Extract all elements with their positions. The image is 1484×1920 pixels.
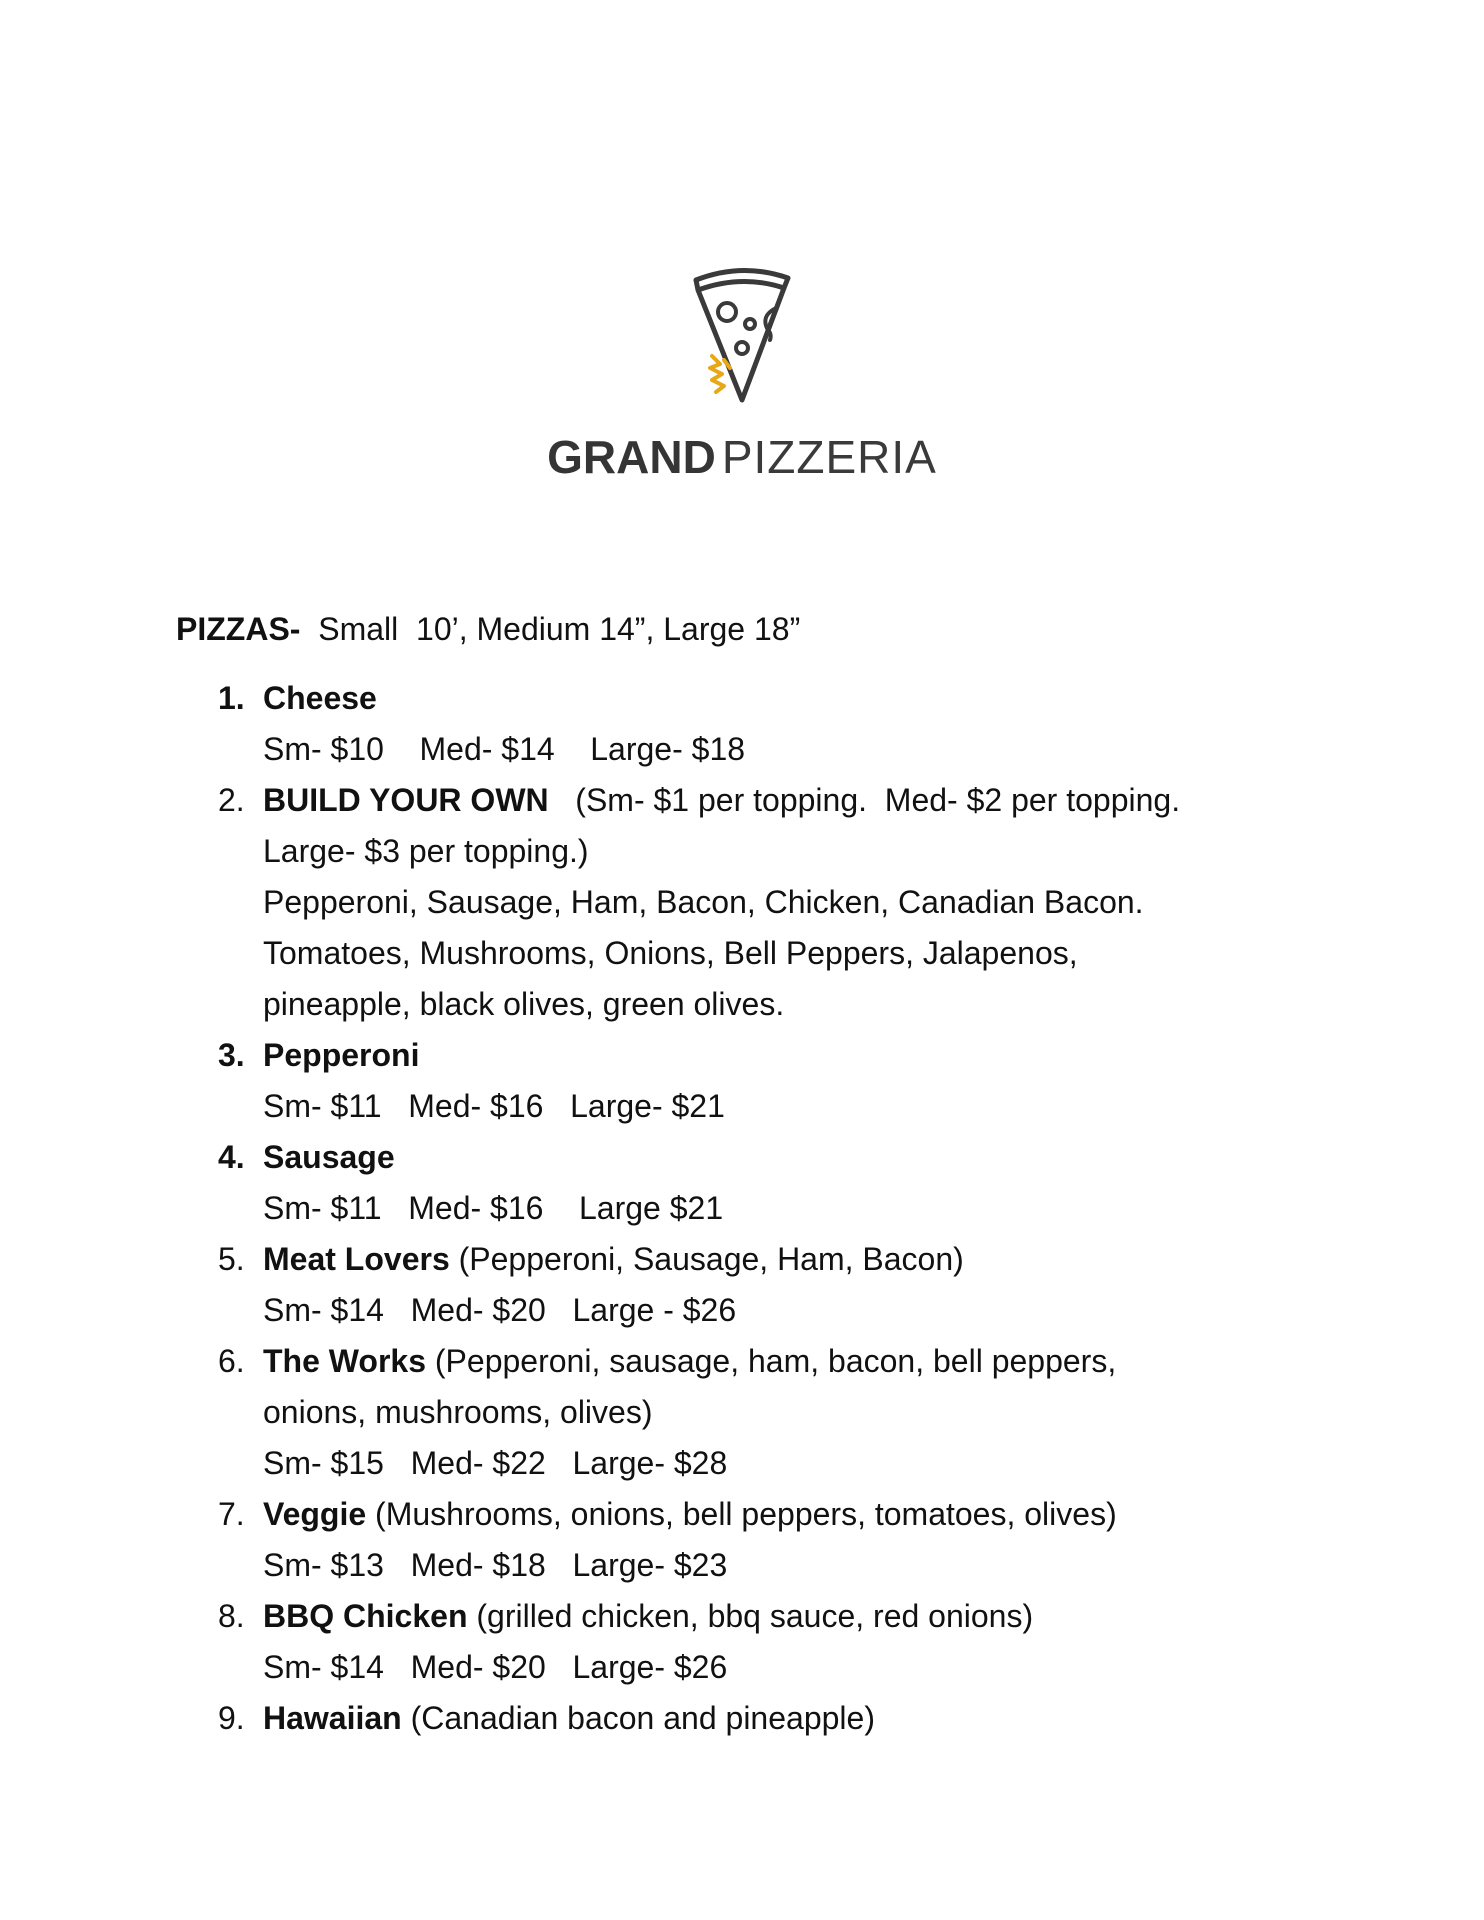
item-name: The Works [263, 1343, 426, 1379]
list-item [176, 1489, 1316, 1591]
pizza-menu [176, 604, 1316, 1744]
list-item [176, 1234, 1316, 1336]
item-description: (grilled chicken, bbq sauce, red onions) [467, 1598, 1034, 1634]
pizza-list [176, 673, 1316, 1744]
item-number: 1. [218, 680, 245, 716]
item-number: 9. [218, 1700, 245, 1736]
heading-label: PIZZAS- [176, 611, 301, 647]
item-name: Veggie [263, 1496, 367, 1532]
item-name: Meat Lovers [263, 1241, 450, 1277]
item-description-cont: onions, mushrooms, olives) [263, 1394, 653, 1430]
topping-list-other: pineapple, black olives, green olives. [263, 986, 785, 1022]
item-prices: Sm- $14 Med- $20 Large - $26 [263, 1292, 737, 1328]
item-name: Hawaiian [263, 1700, 402, 1736]
item-number: 8. [218, 1598, 245, 1634]
list-item [176, 1132, 1316, 1234]
list-item [176, 775, 1316, 1030]
item-number: 7. [218, 1496, 245, 1532]
item-number: 5. [218, 1241, 245, 1277]
item-name: BUILD YOUR OWN [263, 782, 549, 818]
topping-list-meats: Pepperoni, Sausage, Ham, Bacon, Chicken, Canadian Bacon. [263, 884, 1144, 920]
list-item [176, 1693, 1316, 1744]
item-number: 6. [218, 1343, 245, 1379]
item-name: Sausage [263, 1139, 395, 1175]
item-prices: Sm- $15 Med- $22 Large- $28 [263, 1445, 728, 1481]
item-description: (Mushrooms, onions, bell peppers, tomatoes, olives) [366, 1496, 1117, 1532]
item-name: BBQ Chicken [263, 1598, 468, 1634]
item-name: Cheese [263, 680, 377, 716]
item-description: (Sm- $1 per topping. Med- $2 per topping. [548, 782, 1181, 818]
brand-name [0, 432, 1484, 482]
list-item [176, 1591, 1316, 1693]
brand-light: PIZZERIA [721, 431, 937, 483]
item-prices: Sm- $11 Med- $16 Large- $21 [263, 1088, 725, 1124]
logo [0, 260, 1484, 482]
item-name: Pepperoni [263, 1037, 420, 1073]
item-number: 4. [218, 1139, 245, 1175]
item-description-cont: Large- $3 per topping.) [263, 833, 589, 869]
item-number: 2. [218, 782, 245, 818]
item-prices: Sm- $13 Med- $18 Large- $23 [263, 1547, 728, 1583]
list-item [176, 1030, 1316, 1132]
topping-list-veggies: Tomatoes, Mushrooms, Onions, Bell Peppers, Jalapenos, [263, 935, 1078, 971]
item-description: (Pepperoni, Sausage, Ham, Bacon) [449, 1241, 964, 1277]
item-description: (Pepperoni, sausage, ham, bacon, bell peppers, [426, 1343, 1117, 1379]
pizza-slice-icon [672, 260, 812, 410]
brand-bold: GRAND [547, 431, 716, 483]
list-item [176, 1336, 1316, 1489]
list-item [176, 673, 1316, 775]
menu-heading [176, 604, 1316, 655]
item-prices: Sm- $11 Med- $16 Large $21 [263, 1190, 724, 1226]
item-prices: Sm- $14 Med- $20 Large- $26 [263, 1649, 728, 1685]
heading-sizes: Small 10’, Medium 14”, Large 18” [300, 611, 801, 647]
item-number: 3. [218, 1037, 245, 1073]
item-prices: Sm- $10 Med- $14 Large- $18 [263, 731, 746, 767]
item-description: (Canadian bacon and pineapple) [401, 1700, 875, 1736]
